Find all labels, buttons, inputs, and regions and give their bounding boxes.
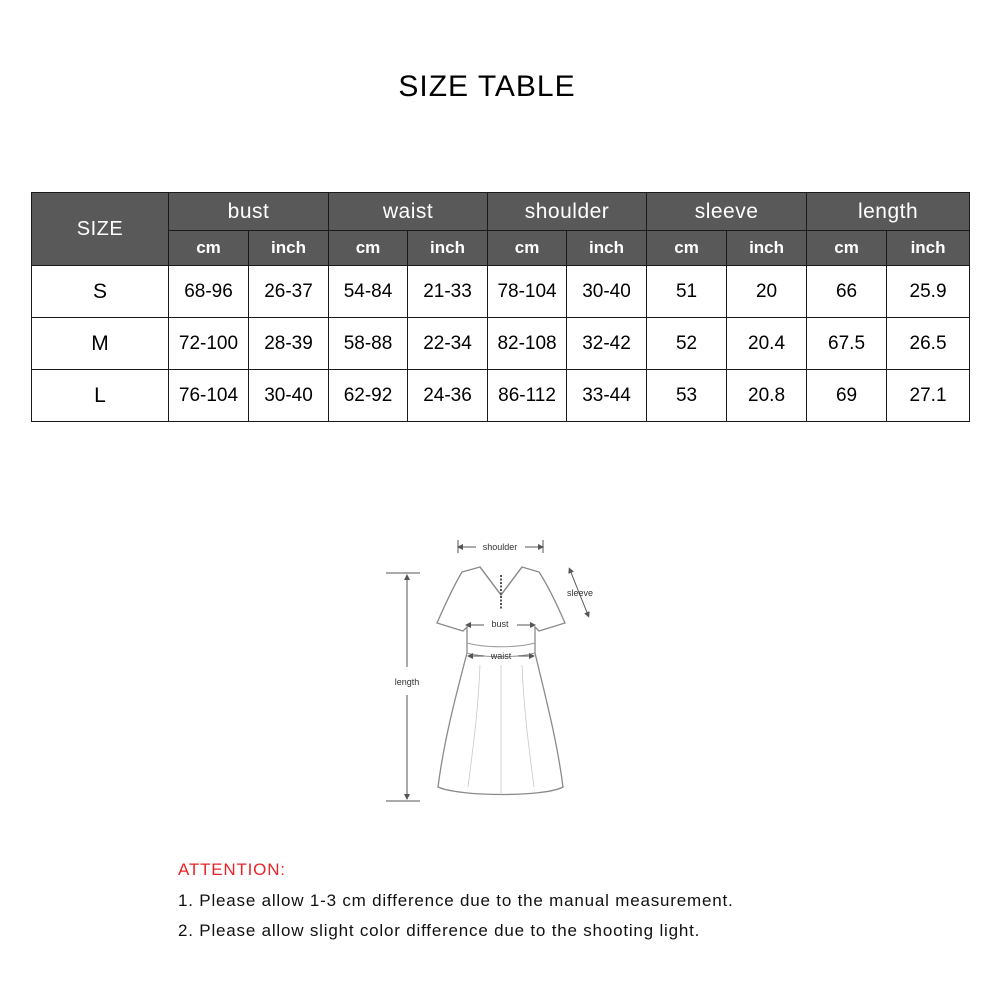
table-cell: 69	[807, 370, 887, 422]
attention-note: 2. Please allow slight color difference due to the shooting light.	[178, 921, 701, 940]
shoulder-label: shoulder	[482, 542, 518, 552]
table-cell: 26-37	[249, 266, 329, 318]
table-cell: 30-40	[249, 370, 329, 422]
table-cell: 20.4	[727, 318, 807, 370]
table-cell: 33-44	[567, 370, 647, 422]
size-label: L	[32, 370, 169, 422]
shoulder-header: shoulder	[488, 193, 647, 231]
table-cell: 20.8	[727, 370, 807, 422]
unit-header-inch: inch	[408, 231, 488, 266]
sleeve-label: sleeve	[566, 588, 594, 598]
table-cell: 27.1	[887, 370, 970, 422]
length-label: length	[394, 677, 420, 687]
length-header: length	[807, 193, 970, 231]
bust-label: bust	[491, 619, 509, 629]
unit-header-inch: inch	[249, 231, 329, 266]
table-cell: 66	[807, 266, 887, 318]
table-cell: 24-36	[408, 370, 488, 422]
unit-header-cm: cm	[169, 231, 249, 266]
size-table	[31, 192, 970, 422]
size-label: S	[32, 266, 169, 318]
table-cell: 28-39	[249, 318, 329, 370]
attention-note: 1. Please allow 1-3 cm difference due to the manual measurement.	[178, 891, 734, 910]
table-cell: 53	[647, 370, 727, 422]
unit-header-inch: inch	[567, 231, 647, 266]
table-cell: 20	[727, 266, 807, 318]
table-cell: 21-33	[408, 266, 488, 318]
table-row	[32, 318, 970, 370]
unit-header-cm: cm	[488, 231, 567, 266]
unit-header-inch: inch	[887, 231, 970, 266]
unit-header-inch: inch	[727, 231, 807, 266]
sleeve-header: sleeve	[647, 193, 807, 231]
table-cell: 22-34	[408, 318, 488, 370]
unit-header-cm: cm	[807, 231, 887, 266]
table-cell: 72-100	[169, 318, 249, 370]
table-cell: 62-92	[329, 370, 408, 422]
table-cell: 68-96	[169, 266, 249, 318]
table-row	[32, 370, 970, 422]
table-cell: 32-42	[567, 318, 647, 370]
table-cell: 58-88	[329, 318, 408, 370]
table-cell: 51	[647, 266, 727, 318]
table-cell: 26.5	[887, 318, 970, 370]
table-cell: 67.5	[807, 318, 887, 370]
waist-label: waist	[490, 651, 512, 661]
table-row	[32, 266, 970, 318]
size-label: M	[32, 318, 169, 370]
size-column-header: SIZE	[32, 193, 169, 266]
table-cell: 86-112	[488, 370, 567, 422]
dress-measurement-icon	[380, 525, 620, 815]
table-cell: 52	[647, 318, 727, 370]
table-cell: 78-104	[488, 266, 567, 318]
table-cell: 82-108	[488, 318, 567, 370]
table-cell: 25.9	[887, 266, 970, 318]
table-cell: 54-84	[329, 266, 408, 318]
waist-header: waist	[329, 193, 488, 231]
table-cell: 30-40	[567, 266, 647, 318]
unit-header-cm: cm	[329, 231, 408, 266]
bust-header: bust	[169, 193, 329, 231]
page-title: SIZE TABLE	[398, 70, 576, 103]
attention-heading: ATTENTION:	[178, 860, 286, 879]
unit-header-cm: cm	[647, 231, 727, 266]
table-cell: 76-104	[169, 370, 249, 422]
